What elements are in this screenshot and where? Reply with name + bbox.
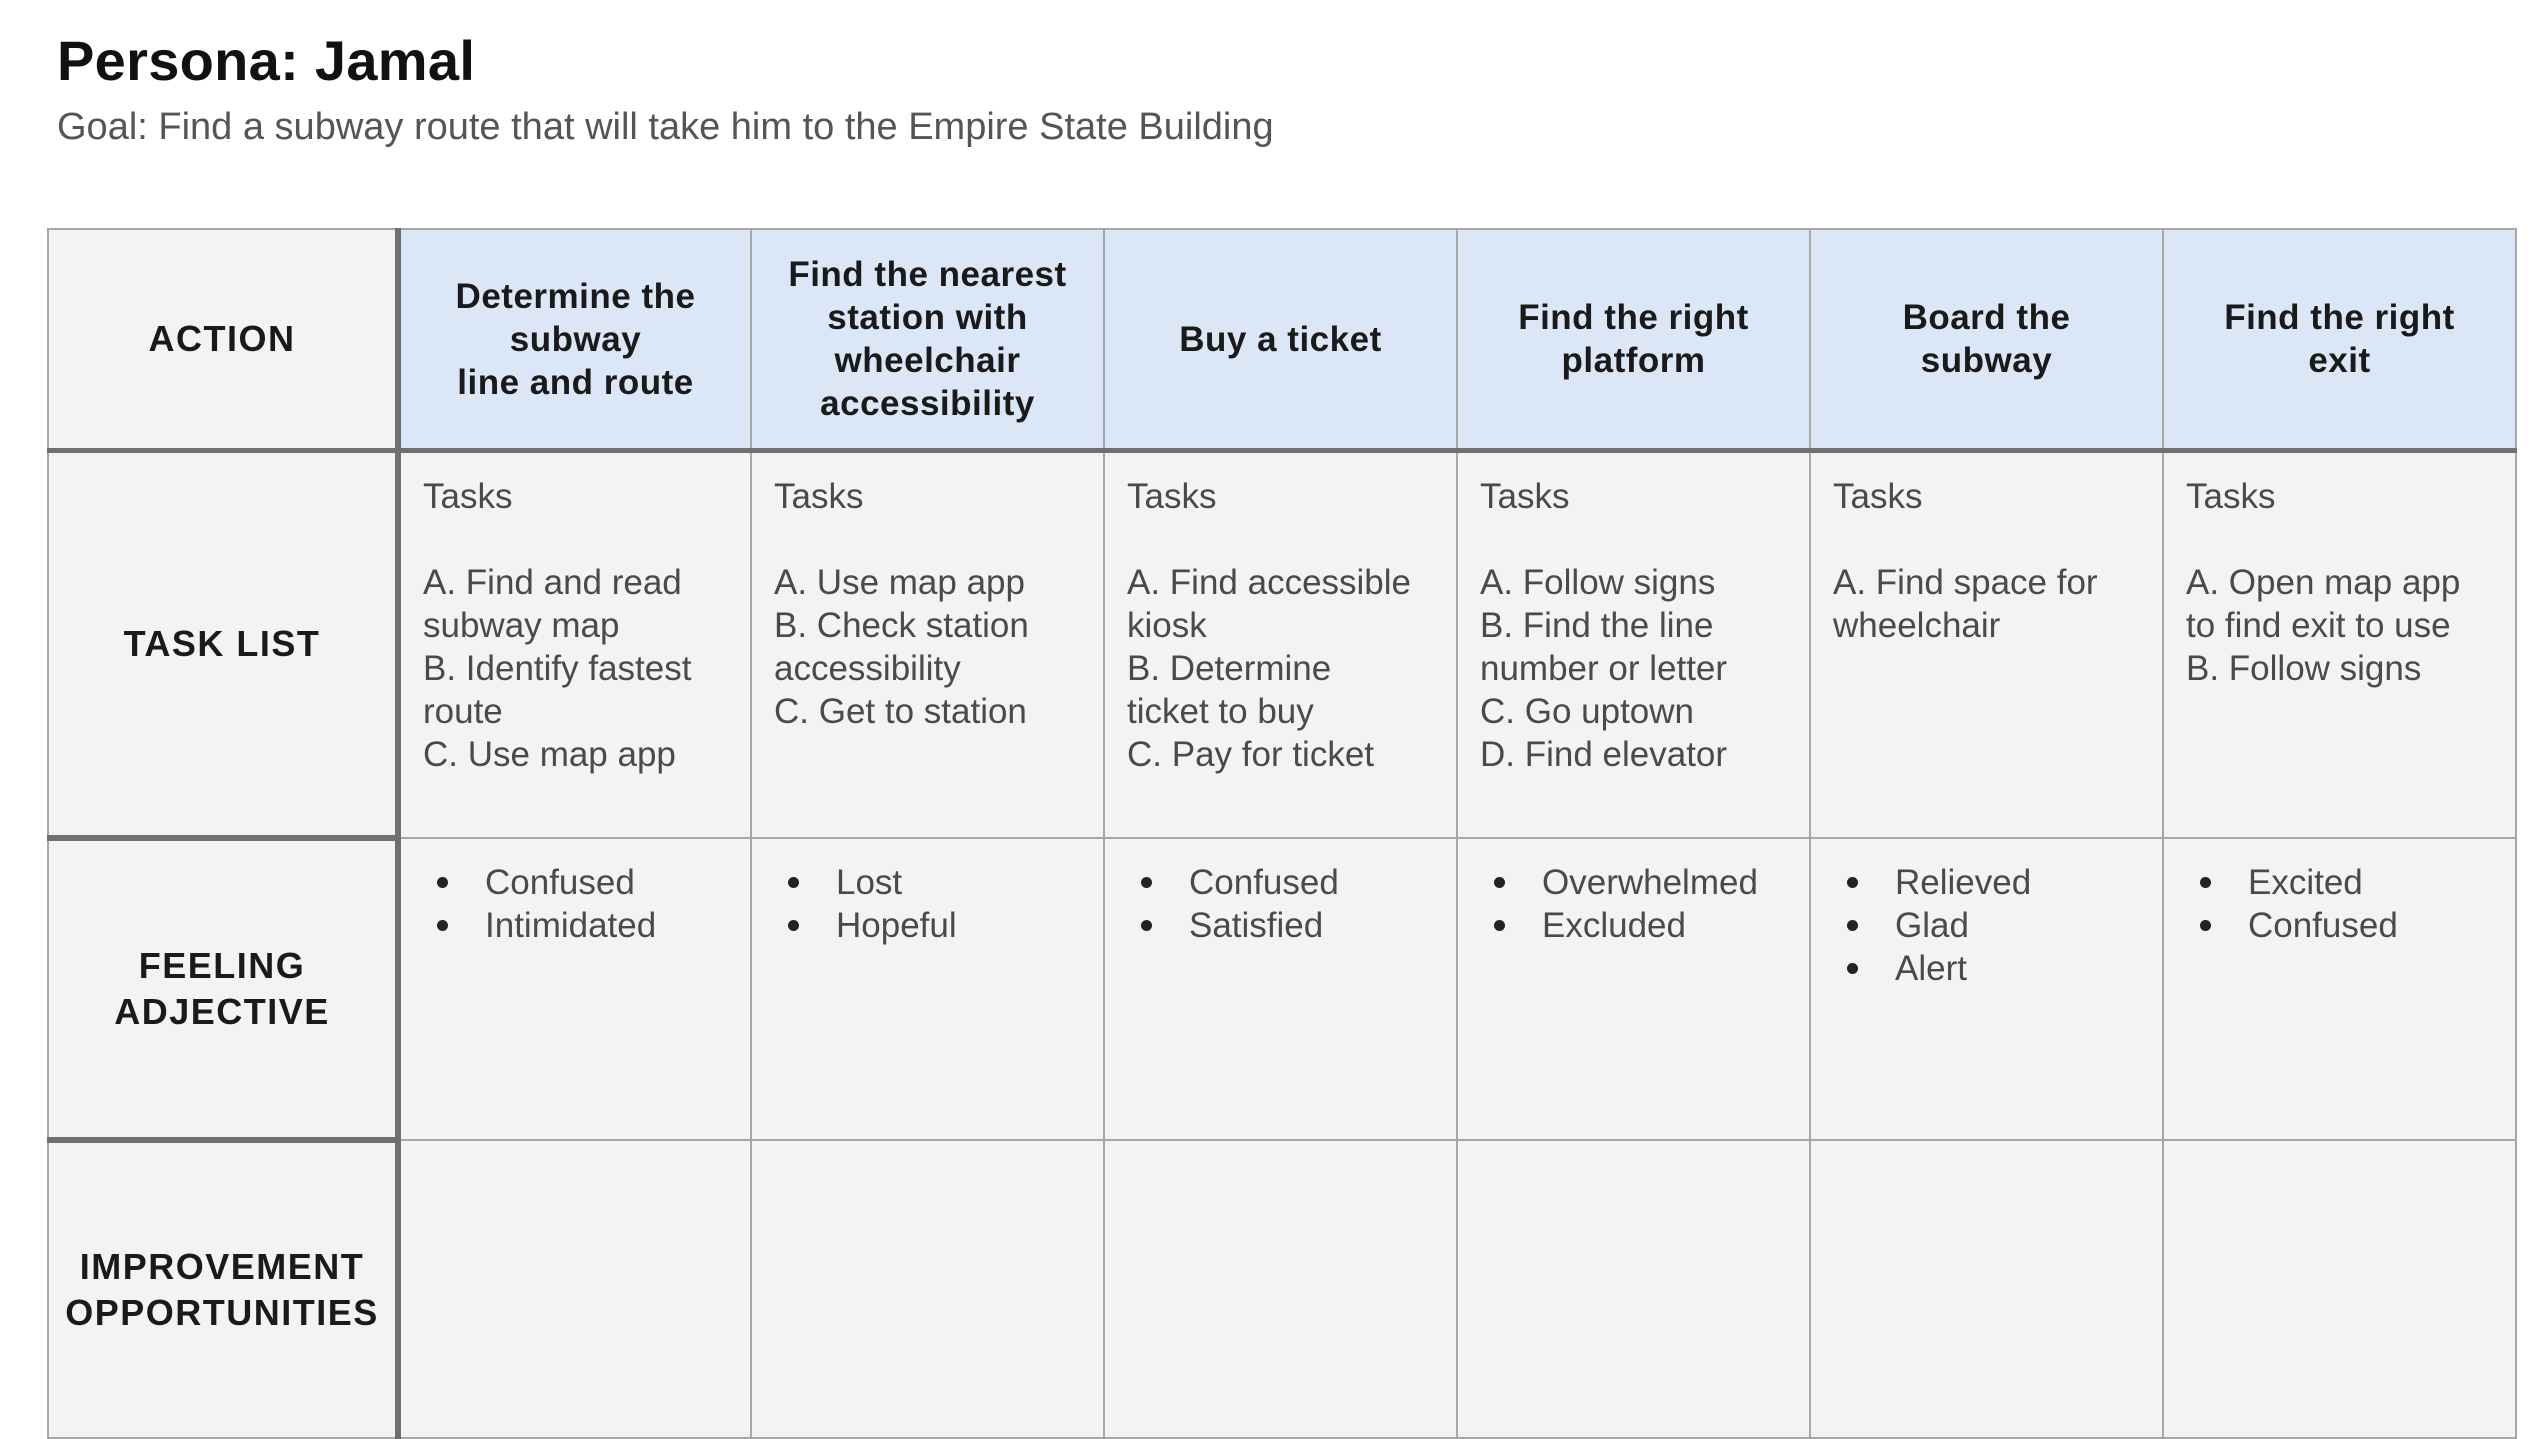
task-cell xyxy=(751,451,1104,839)
tasks-heading: Tasks xyxy=(1127,477,1217,516)
tasks-heading: Tasks xyxy=(774,477,864,516)
feeling-cell xyxy=(2163,838,2516,1140)
feeling-text: Glad xyxy=(1895,906,1969,945)
feeling-item xyxy=(1478,904,1789,947)
action-cell: Find the right exit xyxy=(2163,229,2516,451)
feeling-text: Overwhelmed xyxy=(1542,863,1758,902)
bullet-icon xyxy=(1847,963,1858,974)
improvement-cell xyxy=(1810,1140,2163,1438)
tasks-heading: Tasks xyxy=(423,477,513,516)
feeling-item xyxy=(772,904,1083,947)
action-cell: Board the subway xyxy=(1810,229,2163,451)
action-cell: Buy a ticket xyxy=(1104,229,1457,451)
feeling-list xyxy=(1831,861,2142,990)
tasks-heading: Tasks xyxy=(1480,477,1570,516)
feeling-text: Excited xyxy=(2248,863,2363,902)
bullet-icon xyxy=(1141,920,1152,931)
feeling-text: Hopeful xyxy=(836,906,957,945)
improvement-cell xyxy=(1104,1140,1457,1438)
task-cell xyxy=(1810,451,2163,839)
row-label-improvement-opportunities: IMPROVEMENT OPPORTUNITIES xyxy=(48,1140,398,1438)
feeling-item xyxy=(1478,861,1789,904)
bullet-icon xyxy=(1494,877,1505,888)
bullet-icon xyxy=(1141,877,1152,888)
persona-goal: Goal: Find a subway route that will take him to the Empire State Building xyxy=(57,106,1274,148)
improvement-cell xyxy=(398,1140,751,1438)
user-journey-map-table xyxy=(47,228,2517,1439)
feeling-adjective-row xyxy=(48,838,2516,1140)
task-list-row xyxy=(48,451,2516,839)
bullet-icon xyxy=(1847,877,1858,888)
feeling-text: Relieved xyxy=(1895,863,2032,902)
feeling-list xyxy=(1125,861,1436,947)
feeling-item xyxy=(2184,904,2495,947)
bullet-icon xyxy=(2200,920,2211,931)
task-items: A. Follow signs B. Find the line number or letter C. Go uptown D. Find elevator xyxy=(1480,563,1728,774)
feeling-text: Satisfied xyxy=(1189,906,1324,945)
action-cell: Find the nearest station with wheelchair accessibility xyxy=(751,229,1104,451)
feeling-text: Intimidated xyxy=(485,906,657,945)
feeling-item xyxy=(1831,904,2142,947)
feeling-item xyxy=(772,861,1083,904)
improvement-opportunities-row xyxy=(48,1140,2516,1438)
action-row xyxy=(48,229,2516,451)
feeling-item xyxy=(2184,861,2495,904)
feeling-text: Excluded xyxy=(1542,906,1686,945)
row-label-action: ACTION xyxy=(48,229,398,451)
row-label-feeling-adjective: FEELING ADJECTIVE xyxy=(48,838,398,1140)
feeling-item xyxy=(1831,861,2142,904)
feeling-text: Lost xyxy=(836,863,903,902)
task-items: A. Use map app B. Check station accessibility C. Get to station xyxy=(774,563,1029,731)
task-items: A. Find and read subway map B. Identify fastest route C. Use map app xyxy=(423,563,692,774)
feeling-text: Confused xyxy=(485,863,635,902)
feeling-text: Confused xyxy=(1189,863,1339,902)
feeling-cell xyxy=(1457,838,1810,1140)
feeling-list xyxy=(2184,861,2495,947)
task-items: A. Find space for wheelchair xyxy=(1833,563,2098,645)
page-title: Persona: Jamal xyxy=(57,29,476,92)
feeling-item xyxy=(1125,904,1436,947)
feeling-list xyxy=(1478,861,1789,947)
task-cell xyxy=(1457,451,1810,839)
bullet-icon xyxy=(437,920,448,931)
feeling-cell xyxy=(398,838,751,1140)
feeling-cell xyxy=(751,838,1104,1140)
bullet-icon xyxy=(788,877,799,888)
improvement-cell xyxy=(751,1140,1104,1438)
task-cell xyxy=(2163,451,2516,839)
task-items: A. Open map app to find exit to use B. Follow signs xyxy=(2186,563,2461,688)
improvement-cell xyxy=(2163,1140,2516,1438)
task-cell xyxy=(398,451,751,839)
feeling-item xyxy=(421,904,730,947)
tasks-heading: Tasks xyxy=(2186,477,2276,516)
row-label-task-list: TASK LIST xyxy=(48,451,398,839)
bullet-icon xyxy=(2200,877,2211,888)
action-cell: Determine the subway line and route xyxy=(398,229,751,451)
task-items: A. Find accessible kiosk B. Determine ticket to buy C. Pay for ticket xyxy=(1127,563,1412,774)
feeling-cell xyxy=(1104,838,1457,1140)
bullet-icon xyxy=(788,920,799,931)
feeling-list xyxy=(421,861,730,947)
feeling-text: Alert xyxy=(1895,949,1967,988)
bullet-icon xyxy=(1847,920,1858,931)
action-cell: Find the right platform xyxy=(1457,229,1810,451)
improvement-cell xyxy=(1457,1140,1810,1438)
feeling-item xyxy=(1831,947,2142,990)
tasks-heading: Tasks xyxy=(1833,477,1923,516)
task-cell xyxy=(1104,451,1457,839)
feeling-cell xyxy=(1810,838,2163,1140)
bullet-icon xyxy=(437,877,448,888)
feeling-text: Confused xyxy=(2248,906,2398,945)
feeling-item xyxy=(1125,861,1436,904)
bullet-icon xyxy=(1494,920,1505,931)
feeling-list xyxy=(772,861,1083,947)
feeling-item xyxy=(421,861,730,904)
